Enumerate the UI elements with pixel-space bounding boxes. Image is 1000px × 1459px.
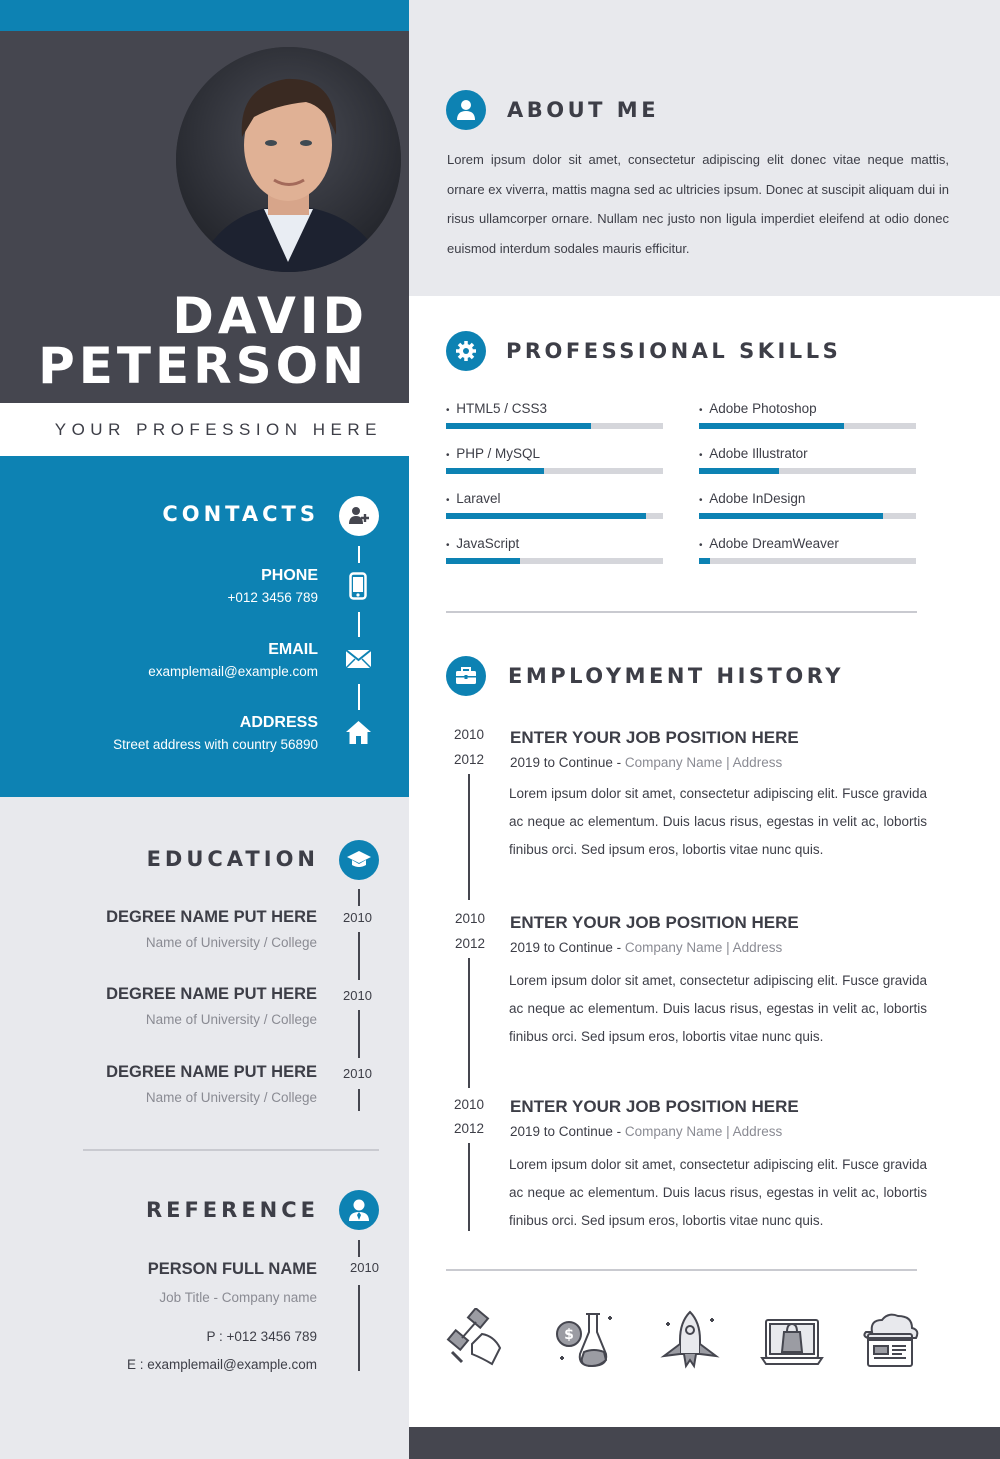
- reference-timeline-line: [358, 1240, 360, 1257]
- skill-bar: [699, 423, 916, 429]
- job-description: Lorem ipsum dolor sit amet, consectetur adipiscing elit. Fusce gravida ac neque ac elementum. Duis lacus risus, egestas in velit ac, lobortis finibus orci. Sed ipsum eros, lobortis vitae nunc quis.: [509, 1157, 927, 1228]
- skill-bar-fill: [446, 558, 520, 564]
- reference-timeline-line: [358, 1285, 360, 1371]
- contacts-heading: CONTACTS: [162, 502, 319, 526]
- education-timeline-line: [358, 1089, 360, 1111]
- degree-title: DEGREE NAME PUT HERE: [106, 1063, 317, 1081]
- skill-bar: [446, 423, 663, 429]
- degree-title: DEGREE NAME PUT HERE: [106, 985, 317, 1003]
- last-name: PETERSON: [38, 337, 368, 395]
- skill-bar: [446, 558, 663, 564]
- contacts-timeline-line: [358, 612, 360, 637]
- degree-year: 2010: [343, 988, 372, 1003]
- job-end-year: 2012: [454, 752, 485, 767]
- skill-label: [699, 401, 916, 416]
- skills-heading: PROFESSIONAL SKILLS: [506, 339, 842, 363]
- skill-label: [699, 536, 916, 551]
- gear-icon: [446, 331, 486, 371]
- skill-label: [446, 536, 663, 551]
- skill-bar-fill: [446, 513, 646, 519]
- bullet-icon: •: [699, 405, 706, 416]
- education-timeline-line: [358, 1010, 360, 1058]
- skill-item: [699, 536, 916, 564]
- skill-item: [446, 446, 663, 474]
- skills-divider: [446, 611, 917, 613]
- top-accent-strip: [0, 0, 409, 31]
- degree-title: DEGREE NAME PUT HERE: [106, 908, 317, 926]
- skill-name: Adobe DreamWeaver: [709, 536, 839, 551]
- bullet-icon: •: [446, 540, 453, 551]
- job-company: Company Name |: [624, 940, 730, 955]
- job-company: Company Name |: [624, 755, 730, 770]
- job-company: Company Name |: [624, 1124, 730, 1139]
- contact-email-value: examplemail@example.com: [148, 664, 318, 679]
- skill-bar: [699, 513, 916, 519]
- job-description: Lorem ipsum dolor sit amet, consectetur adipiscing elit. Fusce gravida ac neque ac elementum. Duis lacus risus, egestas in velit ac, lobortis finibus orci. Sed ipsum eros, lobortis vitae nunc quis.: [509, 973, 927, 1044]
- job-period: [510, 755, 782, 770]
- job-address: Address: [732, 940, 783, 955]
- contacts-timeline-line: [358, 546, 360, 563]
- job-position: ENTER YOUR JOB POSITION HERE: [510, 728, 799, 747]
- contacts-timeline-line: [358, 684, 360, 710]
- skill-label: [699, 446, 916, 461]
- add-contact-icon: [339, 496, 379, 536]
- degree-year: 2010: [343, 910, 372, 925]
- job-period: [510, 1124, 782, 1139]
- footer-bar: [409, 1427, 1000, 1459]
- bullet-icon: •: [446, 405, 453, 416]
- skill-bar: [699, 558, 916, 564]
- bullet-icon: •: [446, 450, 453, 461]
- contact-phone-value: +012 3456 789: [227, 590, 318, 605]
- job-position: ENTER YOUR JOB POSITION HERE: [510, 1097, 799, 1116]
- left-divider: [83, 1149, 379, 1151]
- graduation-cap-icon: [339, 840, 379, 880]
- about-text: Lorem ipsum dolor sit amet, consectetur adipiscing elit donec vitae neque mattis, ornare ex viverra, mattis magna sed ac ultricies ipsum. Donec at suscipit aliquam dui in risus ullamcorper ornare. Nullam nec justo non ligula imperdiet eleifend at odio donec euismod interdum sodales mauris efficitur.: [447, 152, 949, 256]
- skill-label: [446, 491, 663, 506]
- job-position: ENTER YOUR JOB POSITION HERE: [510, 913, 799, 932]
- skill-item: [699, 446, 916, 474]
- reference-name: PERSON FULL NAME: [147, 1260, 317, 1278]
- fitness-dumbbell-icon: [442, 1308, 506, 1372]
- education-timeline-line: [358, 889, 360, 906]
- employment-heading: EMPLOYMENT HISTORY: [508, 664, 844, 688]
- reference-heading: REFERENCE: [145, 1198, 319, 1222]
- skill-bar-fill: [699, 468, 779, 474]
- person-tie-icon: [339, 1190, 379, 1230]
- contact-address-value: Street address with country 56890: [113, 737, 318, 752]
- job-period-text: 2019 to Continue -: [510, 940, 622, 955]
- job-period-text: 2019 to Continue -: [510, 1124, 622, 1139]
- bullet-icon: •: [699, 495, 706, 506]
- job-address: Address: [732, 1124, 783, 1139]
- degree-school: Name of University / College: [145, 1012, 317, 1027]
- rocket-icon: [658, 1308, 722, 1372]
- skill-bar-fill: [446, 468, 544, 474]
- reference-email: E : examplemail@example.com: [126, 1357, 317, 1372]
- phone-icon: [349, 572, 367, 605]
- employment-divider: [446, 1269, 917, 1271]
- skill-item: [446, 536, 663, 564]
- bullet-icon: •: [699, 540, 706, 551]
- contact-address-label: ADDRESS: [239, 714, 318, 731]
- profession-title: YOUR PROFESSION HERE: [54, 420, 382, 439]
- shopping-laptop-icon: [760, 1308, 824, 1372]
- skill-name: PHP / MySQL: [456, 446, 541, 461]
- finance-flask-icon: [552, 1308, 616, 1372]
- skill-label: [699, 491, 916, 506]
- user-icon: [446, 90, 486, 130]
- job-address: Address: [732, 755, 783, 770]
- envelope-icon: [345, 649, 372, 674]
- briefcase-icon: [446, 656, 486, 696]
- skill-name: Adobe Photoshop: [709, 401, 817, 416]
- skill-name: Laravel: [456, 491, 501, 506]
- degree-school: Name of University / College: [145, 1090, 317, 1105]
- job-start-year: 2010: [454, 1097, 485, 1112]
- svg-text:$: $: [564, 1327, 574, 1343]
- employment-timeline-line: [468, 1143, 470, 1231]
- education-timeline-line: [358, 932, 360, 980]
- job-description: Lorem ipsum dolor sit amet, consectetur adipiscing elit. Fusce gravida ac neque ac elementum. Duis lacus risus, egestas in velit ac, lobortis finibus orci. Sed ipsum eros, lobortis vitae nunc quis.: [509, 786, 927, 857]
- cloud-web-icon: [858, 1308, 922, 1372]
- contact-phone-label: PHONE: [261, 567, 318, 584]
- about-heading: ABOUT ME: [507, 98, 660, 122]
- skill-item: [699, 491, 916, 519]
- job-start-year: 2010: [454, 727, 485, 742]
- skill-item: [699, 401, 916, 429]
- job-end-year: 2012: [455, 936, 486, 951]
- employment-timeline-line: [468, 958, 470, 1088]
- skill-bar: [446, 468, 663, 474]
- bullet-icon: •: [446, 495, 453, 506]
- skill-bar: [446, 513, 663, 519]
- degree-year: 2010: [343, 1066, 372, 1081]
- skill-label: [446, 446, 663, 461]
- skill-item: [446, 401, 663, 429]
- reference-job: Job Title - Company name: [159, 1290, 317, 1305]
- job-period: [510, 940, 782, 955]
- reference-phone: P : +012 3456 789: [206, 1329, 317, 1344]
- first-name: DAVID: [172, 287, 368, 345]
- skill-name: JavaScript: [456, 536, 520, 551]
- bullet-icon: •: [699, 450, 706, 461]
- contact-email-label: EMAIL: [268, 641, 318, 658]
- skill-name: Adobe InDesign: [709, 491, 806, 506]
- skill-bar: [699, 468, 916, 474]
- profile-photo: [176, 47, 401, 272]
- skill-name: Adobe Illustrator: [709, 446, 808, 461]
- skill-bar-fill: [699, 513, 883, 519]
- job-period-text: 2019 to Continue -: [510, 755, 622, 770]
- job-end-year: 2012: [454, 1121, 485, 1136]
- skill-label: [446, 401, 663, 416]
- skill-bar-fill: [446, 423, 591, 429]
- employment-timeline-line: [468, 774, 470, 900]
- skill-item: [446, 491, 663, 519]
- home-icon: [345, 720, 372, 750]
- job-start-year: 2010: [455, 911, 486, 926]
- reference-year: 2010: [350, 1260, 379, 1275]
- skill-bar-fill: [699, 558, 710, 564]
- skill-name: HTML5 / CSS3: [456, 401, 548, 416]
- degree-school: Name of University / College: [145, 935, 317, 950]
- education-heading: EDUCATION: [146, 847, 319, 871]
- skill-bar-fill: [699, 423, 844, 429]
